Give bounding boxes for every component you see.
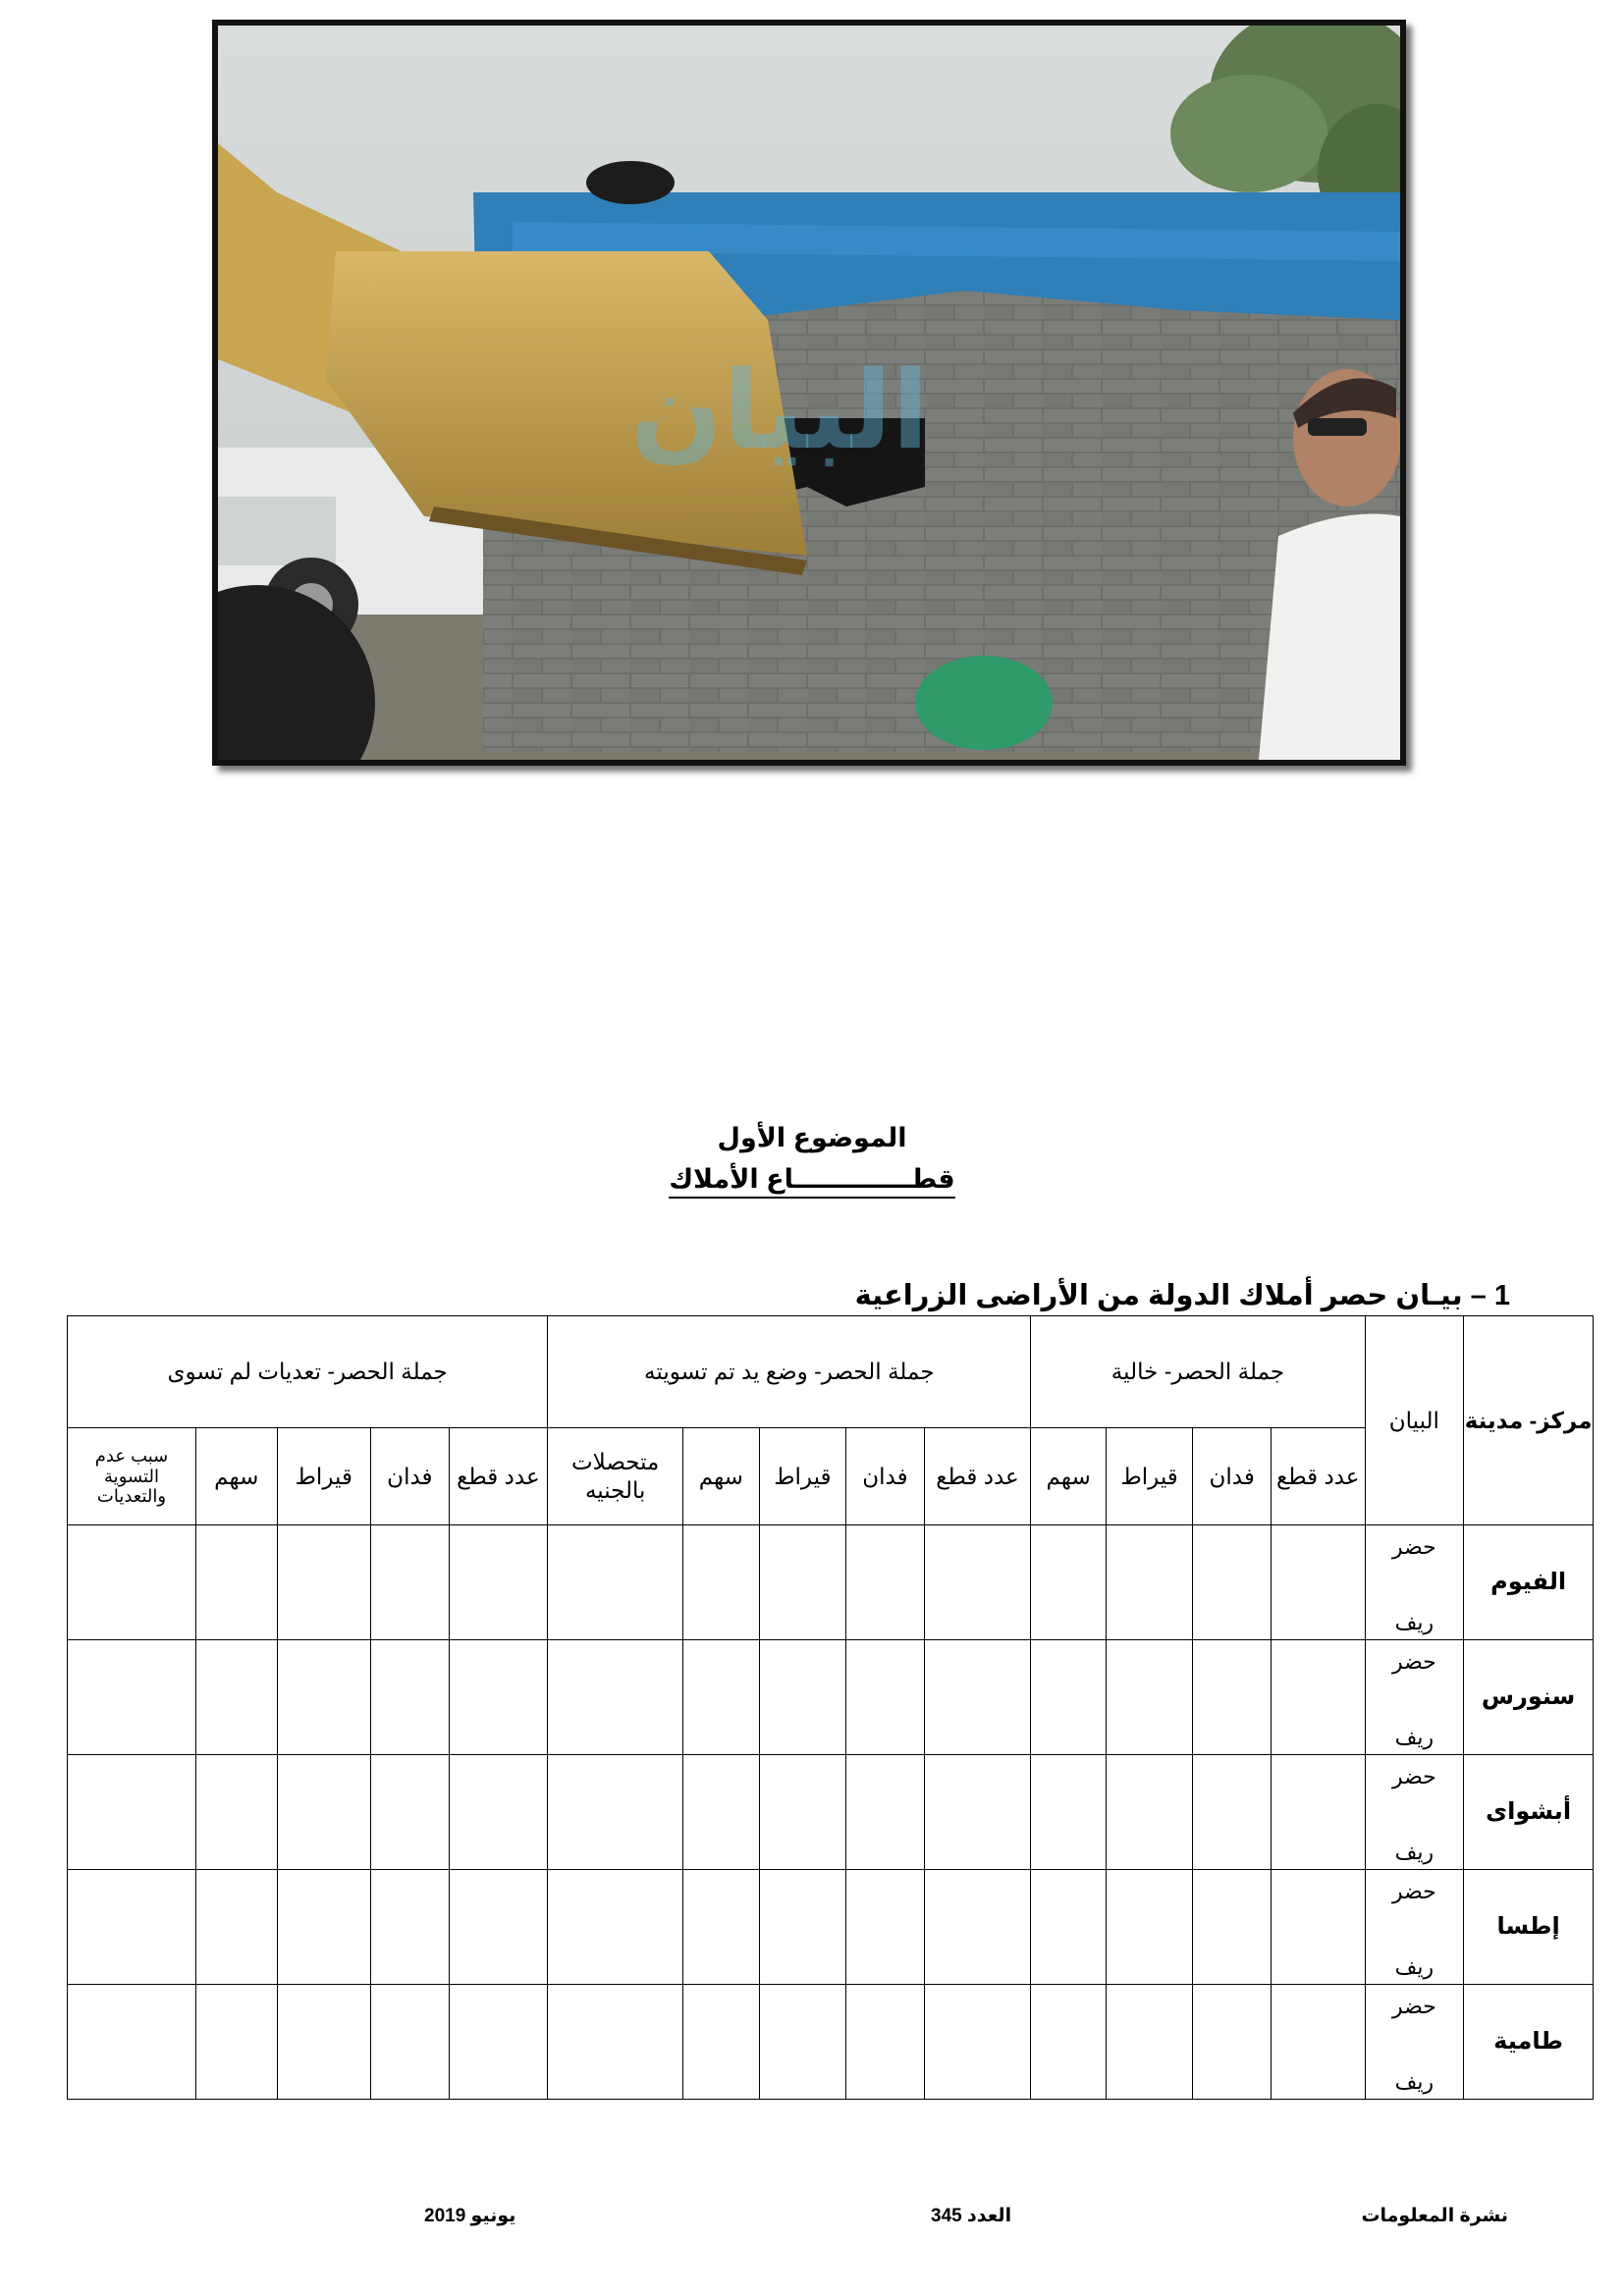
empty-cell bbox=[846, 1870, 925, 1985]
table-row bbox=[68, 1755, 1594, 1870]
empty-cell bbox=[1271, 1755, 1365, 1870]
rural-label: ريف bbox=[1394, 1839, 1435, 1864]
header-group-settled: جملة الحصر- وضع يد تم تسويته bbox=[548, 1316, 1031, 1428]
empty-cell bbox=[683, 1985, 759, 2100]
table-row bbox=[68, 1985, 1594, 2100]
header-vacant-feddan: فدان bbox=[1193, 1428, 1272, 1525]
footer-issue: العدد 345 bbox=[931, 2206, 1012, 2226]
empty-cell bbox=[1193, 1985, 1272, 2100]
empty-cell bbox=[196, 1755, 278, 1870]
header-unsettled-feddan: فدان bbox=[371, 1428, 450, 1525]
header-unsettled-qirat: قيراط bbox=[277, 1428, 371, 1525]
empty-cell bbox=[196, 1870, 278, 1985]
empty-cell bbox=[371, 1755, 450, 1870]
empty-cell bbox=[846, 1985, 925, 2100]
empty-cell bbox=[1193, 1640, 1272, 1755]
row-bayan-cell bbox=[1365, 1640, 1464, 1755]
sector-heading bbox=[0, 1164, 1624, 1195]
empty-cell bbox=[277, 1985, 371, 2100]
row-bayan-cell bbox=[1365, 1985, 1464, 2100]
empty-cell bbox=[371, 1985, 450, 2100]
empty-cell bbox=[924, 1870, 1031, 1985]
empty-cell bbox=[548, 1755, 683, 1870]
urban-label: حضر bbox=[1391, 1764, 1436, 1789]
empty-cell bbox=[1031, 1870, 1107, 1985]
row-center-name: الفيوم bbox=[1464, 1525, 1594, 1640]
header-unsettled-plots: عدد قطع bbox=[449, 1428, 548, 1525]
header-settled-collections: متحصلات بالجنيه bbox=[548, 1428, 683, 1525]
header-vacant-qirat: قيراط bbox=[1106, 1428, 1193, 1525]
empty-cell bbox=[449, 1525, 548, 1640]
empty-cell bbox=[449, 1870, 548, 1985]
empty-cell bbox=[1271, 1985, 1365, 2100]
table-header-row-subcolumns bbox=[68, 1428, 1594, 1525]
empty-cell bbox=[683, 1870, 759, 1985]
empty-cell bbox=[846, 1640, 925, 1755]
demolition-photo bbox=[212, 20, 1406, 766]
row-center-name: طامية bbox=[1464, 1985, 1594, 2100]
empty-cell bbox=[1106, 1870, 1193, 1985]
demolition-scene-image bbox=[218, 26, 1400, 760]
header-group-unsettled: جملة الحصر- تعديات لم تسوى bbox=[68, 1316, 548, 1428]
empty-cell bbox=[371, 1870, 450, 1985]
empty-cell bbox=[277, 1640, 371, 1755]
empty-cell bbox=[277, 1870, 371, 1985]
row-bayan-cell bbox=[1365, 1870, 1464, 1985]
empty-cell bbox=[924, 1640, 1031, 1755]
empty-cell bbox=[1031, 1640, 1107, 1755]
row-center-name: سنورس bbox=[1464, 1640, 1594, 1755]
header-settled-feddan: فدان bbox=[846, 1428, 925, 1525]
header-group-vacant: جملة الحصر- خالية bbox=[1031, 1316, 1365, 1428]
table-row bbox=[68, 1640, 1594, 1755]
empty-cell bbox=[371, 1640, 450, 1755]
empty-cell bbox=[1106, 1985, 1193, 2100]
header-unsettled-sahm: سهم bbox=[196, 1428, 278, 1525]
empty-cell bbox=[1106, 1755, 1193, 1870]
empty-cell bbox=[1193, 1755, 1272, 1870]
header-bayan: البيان bbox=[1365, 1316, 1464, 1525]
rural-label: ريف bbox=[1394, 1953, 1435, 1979]
empty-cell bbox=[1271, 1525, 1365, 1640]
empty-cell bbox=[1271, 1640, 1365, 1755]
footer-date: يونيو 2019 bbox=[424, 2206, 516, 2226]
row-center-name: أبشواى bbox=[1464, 1755, 1594, 1870]
empty-cell bbox=[759, 1755, 846, 1870]
empty-cell bbox=[846, 1525, 925, 1640]
empty-cell bbox=[548, 1985, 683, 2100]
empty-cell bbox=[759, 1870, 846, 1985]
empty-cell bbox=[683, 1525, 759, 1640]
empty-cell bbox=[1193, 1525, 1272, 1640]
empty-cell bbox=[759, 1985, 846, 2100]
empty-cell bbox=[449, 1985, 548, 2100]
state-land-survey-table bbox=[67, 1315, 1594, 2100]
empty-cell bbox=[759, 1640, 846, 1755]
urban-label: حضر bbox=[1391, 1879, 1436, 1903]
sector-heading-text: قطـــــــــــــاع الأملاك bbox=[669, 1164, 954, 1199]
urban-label: حضر bbox=[1391, 1649, 1436, 1674]
empty-cell bbox=[548, 1870, 683, 1985]
empty-cell bbox=[1031, 1525, 1107, 1640]
empty-cell bbox=[924, 1755, 1031, 1870]
table-row bbox=[68, 1870, 1594, 1985]
empty-cell bbox=[1106, 1525, 1193, 1640]
empty-cell bbox=[277, 1755, 371, 1870]
rural-label: ريف bbox=[1394, 2068, 1435, 2094]
urban-label: حضر bbox=[1391, 1994, 1436, 2018]
empty-cell bbox=[1106, 1640, 1193, 1755]
header-vacant-sahm: سهم bbox=[1031, 1428, 1107, 1525]
header-center: مركز- مدينة bbox=[1464, 1316, 1594, 1525]
header-settled-sahm: سهم bbox=[683, 1428, 759, 1525]
empty-cell bbox=[1193, 1870, 1272, 1985]
empty-cell bbox=[1031, 1985, 1107, 2100]
empty-cell bbox=[846, 1755, 925, 1870]
empty-cell bbox=[1271, 1870, 1365, 1985]
empty-cell bbox=[196, 1985, 278, 2100]
table-header-row-groups bbox=[68, 1316, 1594, 1428]
section-title: 1 – بيـان حصر أملاك الدولة من الأراضى الزراعية bbox=[854, 1280, 1510, 1311]
empty-cell bbox=[68, 1640, 196, 1755]
empty-cell bbox=[196, 1525, 278, 1640]
empty-cell bbox=[68, 1755, 196, 1870]
header-settled-qirat: قيراط bbox=[759, 1428, 846, 1525]
empty-cell bbox=[277, 1525, 371, 1640]
empty-cell bbox=[68, 1870, 196, 1985]
header-settled-plots: عدد قطع bbox=[924, 1428, 1031, 1525]
empty-cell bbox=[449, 1640, 548, 1755]
footer-publication: نشرة المعلومات bbox=[1361, 2206, 1508, 2226]
empty-cell bbox=[759, 1525, 846, 1640]
urban-label: حضر bbox=[1391, 1534, 1436, 1559]
empty-cell bbox=[1031, 1755, 1107, 1870]
empty-cell bbox=[196, 1640, 278, 1755]
empty-cell bbox=[68, 1985, 196, 2100]
empty-cell bbox=[68, 1525, 196, 1640]
empty-cell bbox=[548, 1640, 683, 1755]
row-center-name: إطسا bbox=[1464, 1870, 1594, 1985]
table-row bbox=[68, 1525, 1594, 1640]
empty-cell bbox=[683, 1755, 759, 1870]
empty-cell bbox=[924, 1985, 1031, 2100]
empty-cell bbox=[924, 1525, 1031, 1640]
empty-cell bbox=[449, 1755, 548, 1870]
header-unsettled-reason: سبب عدم التسوية والتعديات bbox=[68, 1428, 196, 1525]
empty-cell bbox=[548, 1525, 683, 1640]
row-bayan-cell bbox=[1365, 1755, 1464, 1870]
rural-label: ريف bbox=[1394, 1609, 1435, 1634]
watermark-logo: البيان bbox=[630, 347, 930, 473]
empty-cell bbox=[371, 1525, 450, 1640]
header-vacant-plots: عدد قطع bbox=[1271, 1428, 1365, 1525]
row-bayan-cell bbox=[1365, 1525, 1464, 1640]
empty-cell bbox=[683, 1640, 759, 1755]
rural-label: ريف bbox=[1394, 1724, 1435, 1749]
topic-heading: الموضوع الأول bbox=[717, 1123, 907, 1152]
